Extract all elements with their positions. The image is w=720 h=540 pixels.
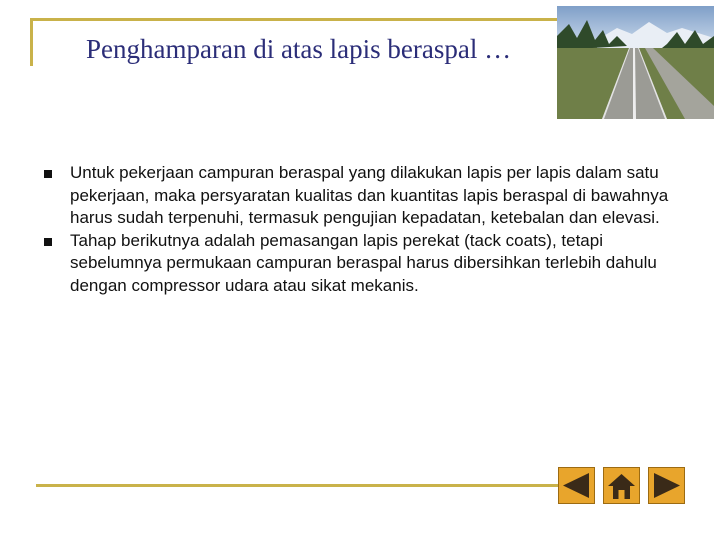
- next-icon: [649, 468, 684, 503]
- next-slide-button[interactable]: [648, 467, 685, 504]
- bullet-text: Untuk pekerjaan campuran beraspal yang dilakukan lapis per lapis dalam satu pekerjaan, maka persyaratan kualitas dan kuantitas lapis beraspal di bawahnya harus sudah terpenuhi, termasuk pengujian kepadatan, ketebalan dan elevasi.: [70, 163, 669, 227]
- bottom-divider: [36, 484, 558, 487]
- home-icon: [604, 468, 639, 503]
- home-button[interactable]: [603, 467, 640, 504]
- bullet-item: [36, 162, 676, 230]
- highway-photo: [557, 6, 714, 119]
- top-frame-line: [30, 18, 558, 21]
- previous-icon: [559, 468, 594, 503]
- bullet-text: Tahap berikutnya adalah pemasangan lapis perekat (tack coats), tetapi sebelumnya permukaan campuran beraspal harus dibersihkan terlebih dahulu dengan compressor udara atau sikat mekanis.: [70, 230, 657, 295]
- left-frame-line: [30, 18, 33, 66]
- previous-slide-button[interactable]: [558, 467, 595, 504]
- slide-title: Penghamparan di atas lapis beraspal …: [86, 34, 512, 64]
- bullet-marker: [44, 238, 52, 246]
- bullet-item: [36, 230, 676, 298]
- bullet-marker: [44, 170, 52, 178]
- bullet-list: [36, 162, 676, 297]
